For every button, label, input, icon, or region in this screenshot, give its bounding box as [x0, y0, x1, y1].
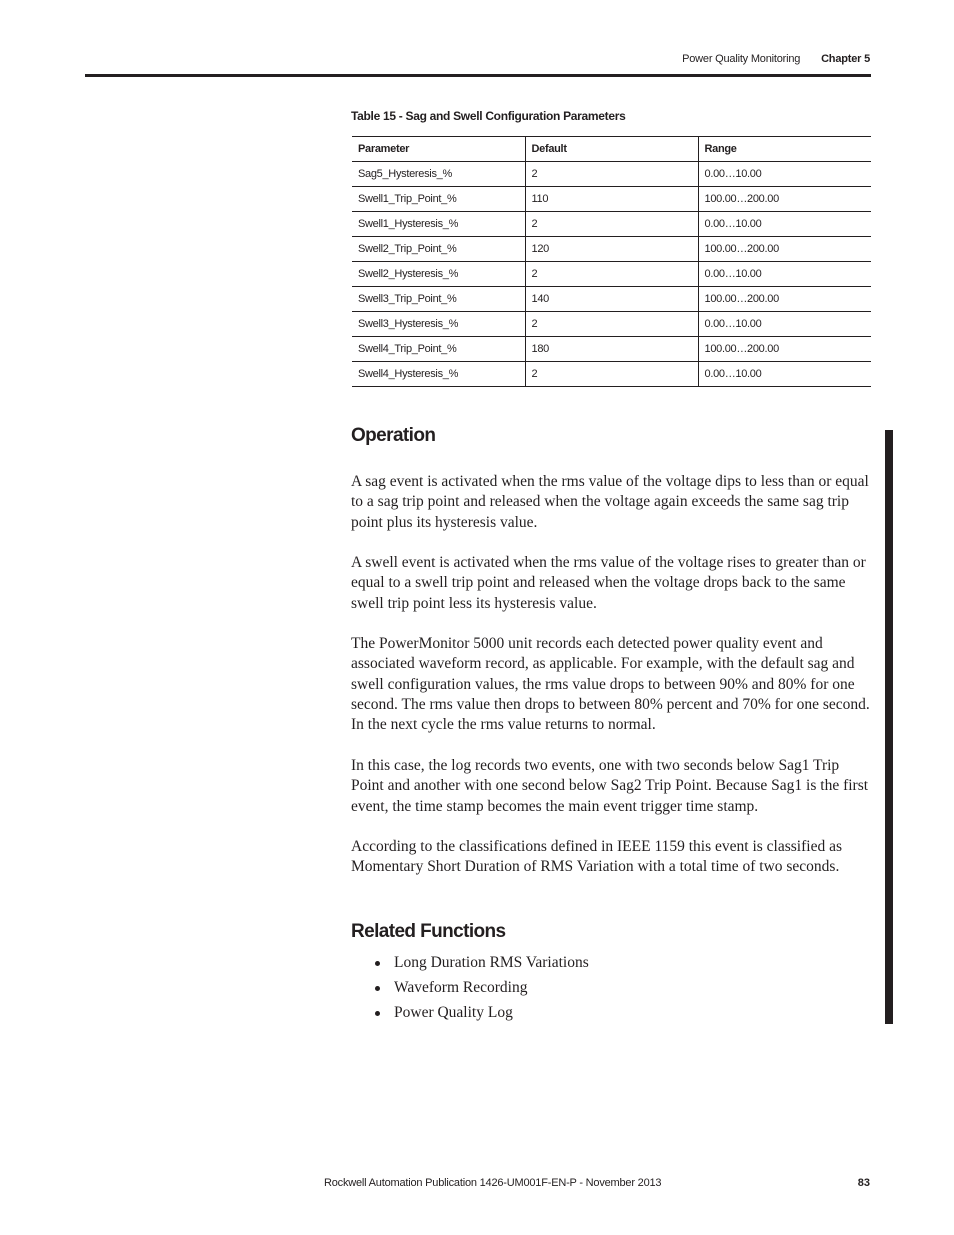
- header-section-title: Power Quality Monitoring: [682, 53, 801, 65]
- table-row: [352, 237, 871, 262]
- header-chapter-label: Chapter 5: [821, 53, 870, 65]
- cell-parameter: Swell3_Trip_Point_%: [352, 287, 525, 312]
- table-row: [352, 162, 871, 187]
- cell-default: 120: [525, 237, 698, 262]
- table-row: [352, 312, 871, 337]
- operation-paragraph-swell: A swell event is activated when the rms value of the voltage rises to greater than or equal to a swell trip point and released when the voltage drops back to the same swell trip point less its hysteresis value.: [351, 554, 866, 612]
- page-number: 83: [857, 1177, 870, 1189]
- cell-parameter: Sag5_Hysteresis_%: [352, 162, 525, 187]
- related-functions-list: [372, 952, 589, 1027]
- operation-paragraph-log: In this case, the log records two events, one with two seconds below Sag1 Trip Point and another with one second below Sag2 Trip Point. Because Sag1 is the first event, the time stamp becomes the main event trigger time stamp.: [351, 757, 869, 815]
- running-header: [682, 53, 870, 65]
- table-row: [352, 287, 871, 312]
- cell-range: 0.00…10.00: [698, 362, 871, 387]
- column-header-range: Range: [698, 137, 871, 162]
- cell-default: 2: [525, 312, 698, 337]
- operation-paragraph-example: The PowerMonitor 5000 unit records each detected power quality event and associated waveform record, as applicable. For example, with the default sag and swell configuration values, the rms value drops to between 90% and 80% for one second. The rms value then drops to between 80% percent and 70% for one second. In the next cycle the rms value returns to normal.: [351, 635, 870, 734]
- list-item: [372, 952, 589, 977]
- list-item-label: Long Duration RMS Variations: [394, 954, 589, 971]
- cell-range: 100.00…200.00: [698, 287, 871, 312]
- related-functions-heading: Related Functions: [351, 921, 506, 942]
- operation-paragraph-sag: A sag event is activated when the rms value of the voltage dips to less than or equal to a sag trip point and released when the voltage again exceeds the same sag trip point plus its hysteresis value.: [351, 473, 869, 531]
- table-row: [352, 187, 871, 212]
- cell-parameter: Swell4_Hysteresis_%: [352, 362, 525, 387]
- column-header-parameter: Parameter: [352, 137, 525, 162]
- cell-range: 0.00…10.00: [698, 212, 871, 237]
- cell-range: 100.00…200.00: [698, 237, 871, 262]
- table-row: [352, 362, 871, 387]
- list-item-label: Power Quality Log: [394, 1004, 513, 1021]
- table-header-row: [352, 137, 871, 162]
- cell-default: 180: [525, 337, 698, 362]
- cell-default: 2: [525, 162, 698, 187]
- cell-range: 100.00…200.00: [698, 187, 871, 212]
- cell-default: 2: [525, 362, 698, 387]
- bullet-icon: [375, 986, 380, 991]
- list-item: [372, 977, 589, 1002]
- cell-default: 2: [525, 212, 698, 237]
- header-rule: [85, 74, 871, 77]
- list-item-label: Waveform Recording: [394, 979, 528, 996]
- operation-heading: Operation: [351, 425, 436, 446]
- cell-parameter: Swell1_Trip_Point_%: [352, 187, 525, 212]
- footer-publication: Rockwell Automation Publication 1426-UM001F-EN-P - November 2013: [324, 1177, 662, 1189]
- table-row: [352, 337, 871, 362]
- cell-parameter: Swell1_Hysteresis_%: [352, 212, 525, 237]
- table-caption: Table 15 - Sag and Swell Configuration Parameters: [351, 109, 626, 123]
- column-header-default: Default: [525, 137, 698, 162]
- operation-paragraph-classification: According to the classifications defined in IEEE 1159 this event is classified as Momentary Short Duration of RMS Variation with a total time of two seconds.: [351, 838, 842, 876]
- cell-range: 0.00…10.00: [698, 162, 871, 187]
- cell-range: 0.00…10.00: [698, 262, 871, 287]
- cell-parameter: Swell2_Trip_Point_%: [352, 237, 525, 262]
- cell-parameter: Swell2_Hysteresis_%: [352, 262, 525, 287]
- table-row: [352, 212, 871, 237]
- cell-default: 110: [525, 187, 698, 212]
- table-row: [352, 262, 871, 287]
- chapter-side-bar: [885, 430, 893, 1024]
- parameters-table: [352, 136, 871, 387]
- cell-range: 0.00…10.00: [698, 312, 871, 337]
- bullet-icon: [375, 1011, 380, 1016]
- cell-parameter: Swell4_Trip_Point_%: [352, 337, 525, 362]
- cell-default: 2: [525, 262, 698, 287]
- cell-parameter: Swell3_Hysteresis_%: [352, 312, 525, 337]
- cell-default: 140: [525, 287, 698, 312]
- cell-range: 100.00…200.00: [698, 337, 871, 362]
- list-item: [372, 1002, 589, 1027]
- bullet-icon: [375, 961, 380, 966]
